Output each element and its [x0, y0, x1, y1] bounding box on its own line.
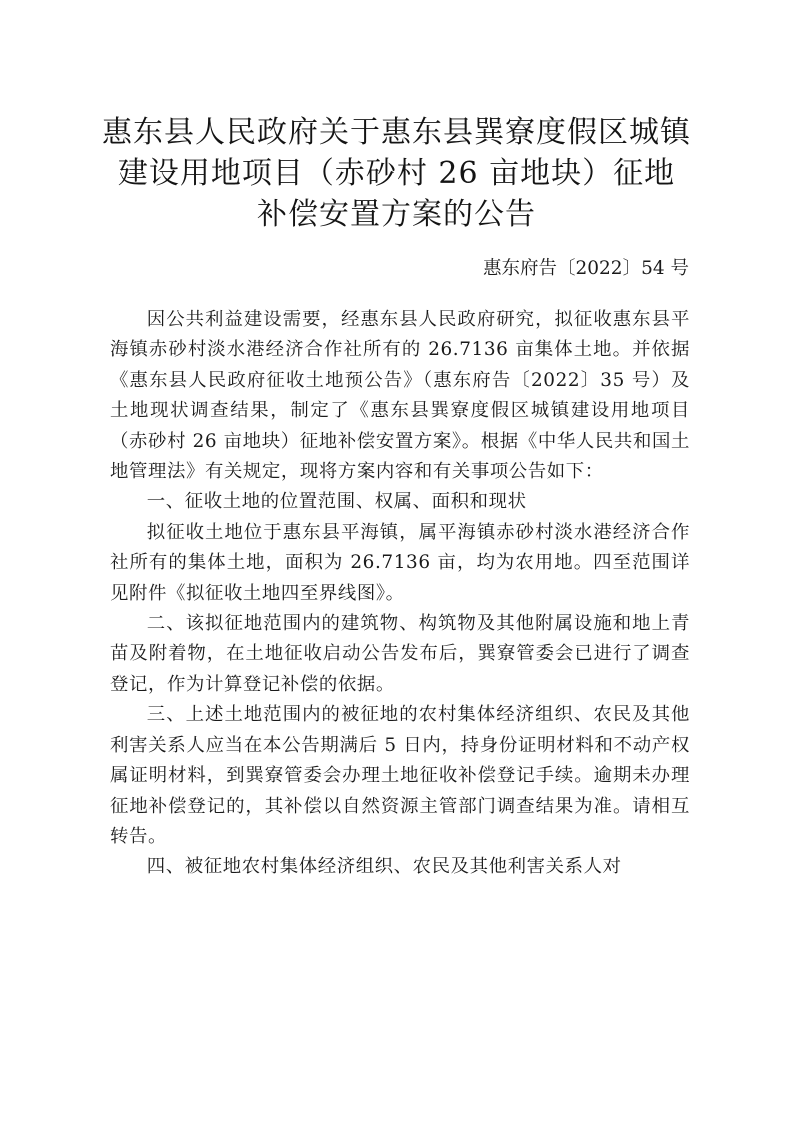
document-body — [110, 305, 690, 883]
document-number: 惠东府告〔2022〕54 号 — [482, 258, 689, 279]
paragraph-section-4: 四、被征地农村集体经济组织、农民及其他利害关系人对 — [146, 856, 622, 878]
document-title — [0, 112, 793, 235]
paragraph-section-2: 二、该拟征地范围内的建筑物、构筑物及其他附属设施和地上青苗及附着物，在土地征收启动公告发布后，巽寮管委会已进行了调查登记，作为计算登记补偿的依据。 — [110, 613, 690, 695]
paragraph-land-location: 拟征收土地位于惠东县平海镇，属平海镇赤砂村淡水港经济合作社所有的集体土地，面积为 26.7136 亩，均为农用地。四至范围详见附件《拟征收土地四至界线图》。 — [110, 521, 690, 604]
title-line-1: 惠东县人民政府关于惠东县巽寮度假区城镇 — [102, 115, 691, 150]
title-line-2: 建设用地项目（赤砂村 26 亩地块）征地 — [117, 156, 676, 191]
section-heading-1: 一、征收土地的位置范围、权属、面积和现状 — [146, 491, 527, 513]
paragraph-intro: 因公共利益建设需要，经惠东县人民政府研究，拟征收惠东县平海镇赤砂村淡水港经济合作社所有的 26.7136 亩集体土地。并依据《惠东县人民政府征收土地预公告》（惠东府告〔2022〕35 号）及土地现状调查结果，制定了《惠东县巽寮度假区城镇建设用地项目（赤砂村 26 亩地块）征地补偿安置方案》。根据《中华人民共和国土地管理法》有关规定，现将方案内容和有关事项公告如下： — [110, 309, 690, 483]
paragraph-section-3: 三、上述土地范围内的被征地的农村集体经济组织、农民及其他利害关系人应当在本公告期满后 5 日内，持身份证明材料和不动产权属证明材料，到巽寮管委会办理土地征收补偿登记手续。逾期未办理征地补偿登记的，其补偿以自然资源主管部门调查结果为准。请相互转告。 — [110, 704, 690, 847]
title-line-3: 补偿安置方案的公告 — [257, 197, 536, 232]
